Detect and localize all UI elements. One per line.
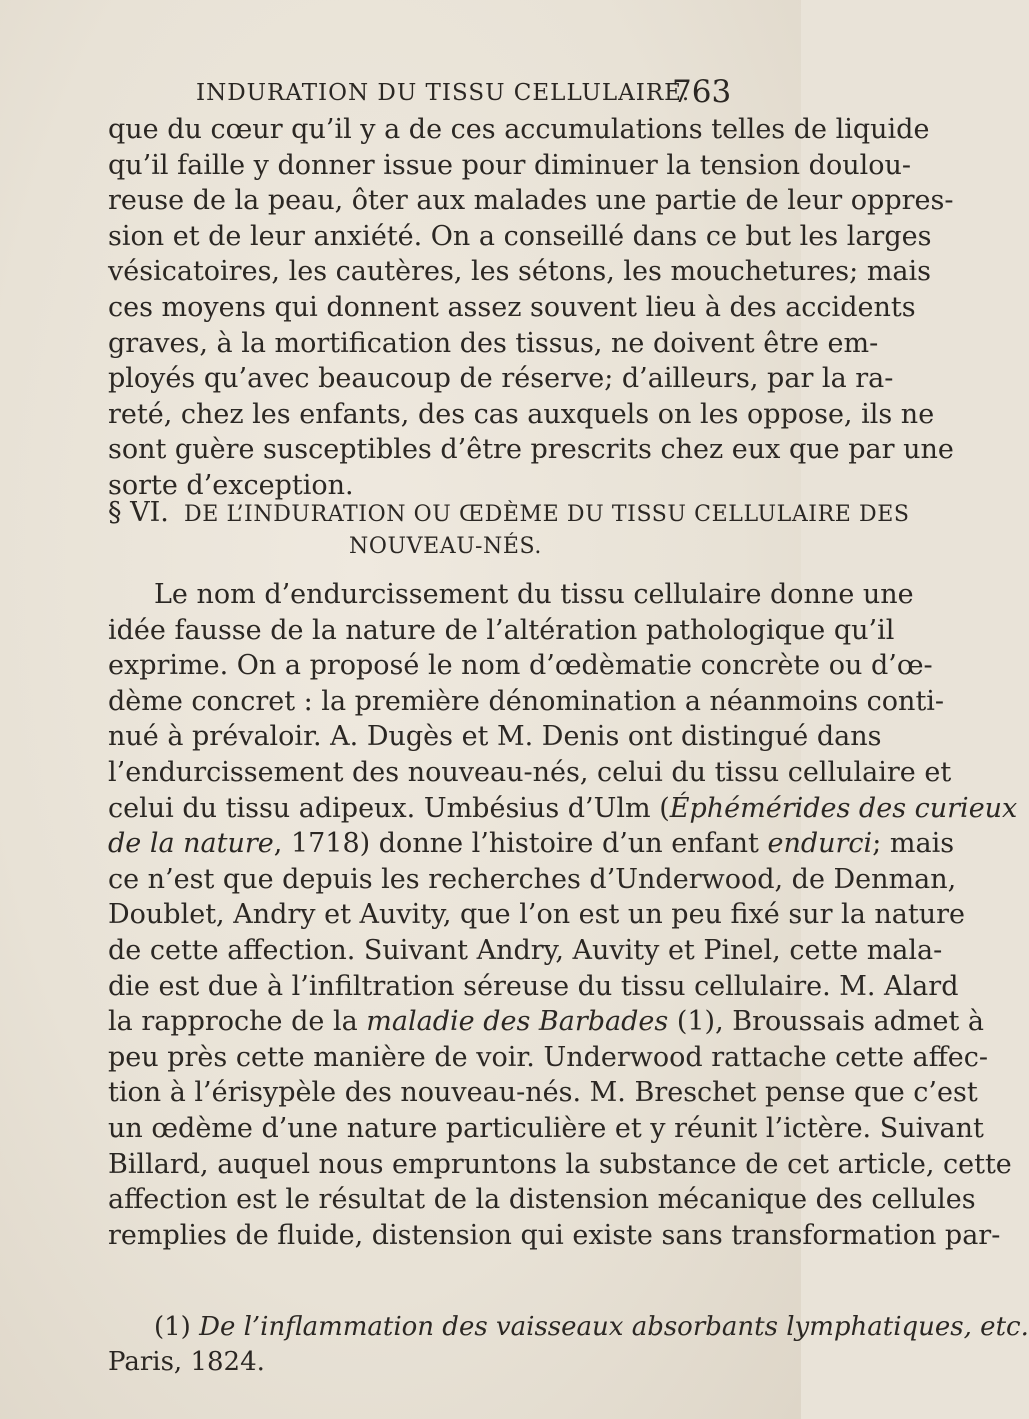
- text-line: [108, 791, 1018, 827]
- text-line: que du cœur qu’il y a de ces accumulations telles de liquide: [108, 114, 930, 145]
- text-line: Billard, auquel nous empruntons la substance de cet article, cette: [108, 1148, 1012, 1180]
- text-line: tion à l’érisypèle des nouveau-nés. M. Breschet pense que c’est: [108, 1077, 978, 1109]
- footnote-line-2: Paris, 1824.: [108, 1347, 265, 1377]
- text-line: dème concret : la première dénomination a néanmoins conti-: [108, 685, 945, 717]
- footnote-title: De l’inflammation des vaisseaux absorbants lymphatiques,: [199, 1312, 972, 1342]
- section-title: DE L’INDURATION OU ŒDÈME DU TISSU CELLULAIRE DES: [184, 502, 910, 527]
- text-line: de cette affection. Suivant Andry, Auvity et Pinel, cette mala-: [108, 934, 943, 966]
- text-line: remplies de fluide, distension qui existe sans transformation par-: [108, 1219, 1001, 1251]
- footnote: [108, 1310, 1029, 1380]
- text-run: , 1718) donne l’histoire d’un enfant: [273, 828, 768, 860]
- section-mark: § VI.: [108, 497, 169, 528]
- text-line: sorte d’exception.: [108, 469, 354, 501]
- section-title-continued: NOUVEAU-NÉS.: [348, 534, 543, 559]
- text-line: die est due à l’infiltration séreuse du tissu cellulaire. M. Alard: [108, 970, 959, 1002]
- footnote-line: [108, 1310, 1029, 1345]
- section-heading: [108, 496, 910, 564]
- running-head: INDURATION DU TISSU CELLULAIRE.: [196, 80, 691, 106]
- text-line: vésicatoires, les cautères, les sétons, les mouchetures; mais: [108, 256, 932, 288]
- text-line: ces moyens qui donnent assez souvent lieu à des accidents: [108, 291, 916, 323]
- text-line: reuse de la peau, ôter aux malades une partie de leur oppres-: [108, 185, 954, 217]
- footnote-etc: etc.: [971, 1312, 1029, 1342]
- text-line: Le nom d’endurcissement du tissu cellulaire donne une: [154, 579, 914, 610]
- text-line: peu près cette manière de voir. Underwood rattache cette affec-: [108, 1041, 989, 1073]
- text-line: [108, 1004, 985, 1040]
- text-line: sont guère susceptibles d’être prescrits chez eux que par une: [108, 434, 954, 466]
- text-run: (1), Broussais admet à: [668, 1006, 985, 1038]
- citation-title: de la nature: [108, 828, 274, 860]
- paragraph-continued: [108, 112, 954, 504]
- text-line: l’endurcissement des nouveau-nés, celui du tissu cellulaire et: [108, 756, 952, 788]
- text-line: affection est le résultat de la distension mécanique des cellules: [108, 1184, 976, 1216]
- text-line: qu’il faille y donner issue pour diminuer la tension doulou-: [108, 149, 911, 181]
- text-line: reté, chez les enfants, des cas auxquels on les oppose, ils ne: [108, 398, 935, 430]
- text-line: ce n’est que depuis les recherches d’Underwood, de Denman,: [108, 863, 957, 895]
- text-line: [108, 826, 955, 862]
- page-header: [0, 74, 801, 110]
- citation-title: Éphémérides des curieux: [669, 792, 1018, 824]
- text-line: Doublet, Andry et Auvity, que l’on est un peu fixé sur la nature: [108, 899, 965, 931]
- text-line: ployés qu’avec beaucoup de réserve; d’ailleurs, par la ra-: [108, 363, 894, 395]
- page-number: 763: [672, 74, 732, 110]
- paragraph-body: [108, 577, 1018, 1253]
- footnote-marker: (1): [154, 1312, 200, 1342]
- emphasis-term: endurci: [767, 828, 873, 860]
- section-title-line: [108, 496, 910, 530]
- text-run: celui du tissu adipeux. Umbésius d’Ulm (: [108, 792, 670, 824]
- text-line: exprime. On a proposé le nom d’œdèmatie concrète ou d’œ-: [108, 650, 933, 682]
- text-line: graves, à la mortification des tissus, ne doivent être em-: [108, 327, 879, 359]
- text-line: sion et de leur anxiété. On a conseillé dans ce but les larges: [108, 220, 932, 252]
- text-line: un œdème d’une nature particulière et y réunit l’ictère. Suivant: [108, 1112, 984, 1144]
- disease-name: maladie des Barbades: [366, 1006, 669, 1038]
- text-line: idée fausse de la nature de l’altération pathologique qu’il: [108, 614, 895, 646]
- text-run: ; mais: [872, 828, 955, 860]
- text-line: nué à prévaloir. A. Dugès et M. Denis ont distingué dans: [108, 721, 882, 753]
- text-run: la rapproche de la: [108, 1006, 367, 1038]
